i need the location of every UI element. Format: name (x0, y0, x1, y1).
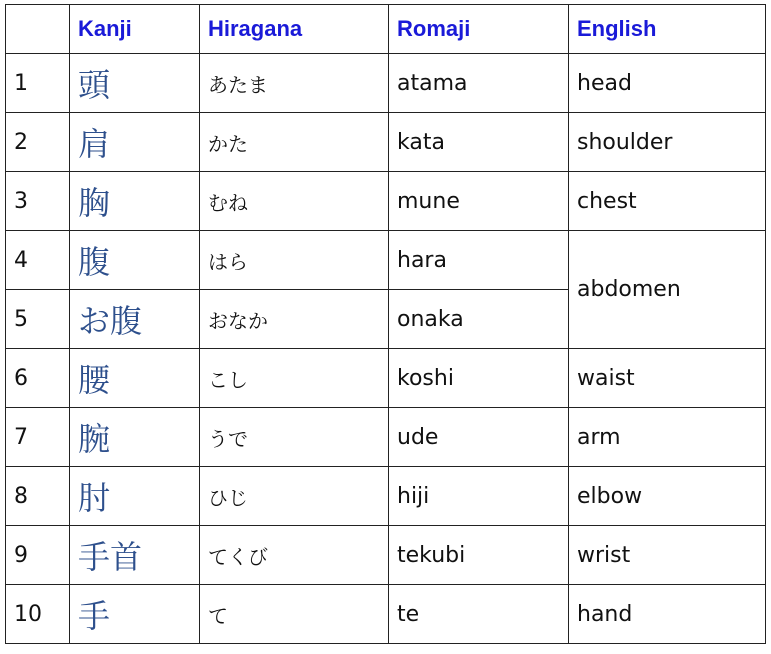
table-row (6, 54, 766, 113)
english-cell: arm (569, 408, 766, 467)
kanji-cell: 腰 (70, 349, 200, 408)
hiragana-cell: あたま (200, 54, 389, 113)
row-number: 10 (6, 585, 70, 644)
row-number: 9 (6, 526, 70, 585)
table-row (6, 349, 766, 408)
hiragana-cell: こし (200, 349, 389, 408)
romaji-cell: hiji (389, 467, 569, 526)
kanji-cell: 肩 (70, 113, 200, 172)
row-number: 6 (6, 349, 70, 408)
english-cell: wrist (569, 526, 766, 585)
kanji-cell: 腹 (70, 231, 200, 290)
hiragana-cell: てくび (200, 526, 389, 585)
kanji-cell: 手首 (70, 526, 200, 585)
hiragana-cell: うで (200, 408, 389, 467)
table-row (6, 172, 766, 231)
romaji-cell: koshi (389, 349, 569, 408)
header-english: English (569, 5, 766, 54)
header-kanji: Kanji (70, 5, 200, 54)
english-cell: shoulder (569, 113, 766, 172)
hiragana-cell: て (200, 585, 389, 644)
romaji-cell: atama (389, 54, 569, 113)
row-number: 4 (6, 231, 70, 290)
header-romaji: Romaji (389, 5, 569, 54)
english-cell: hand (569, 585, 766, 644)
romaji-cell: hara (389, 231, 569, 290)
english-cell: chest (569, 172, 766, 231)
table-row (6, 113, 766, 172)
english-cell: waist (569, 349, 766, 408)
hiragana-cell: はら (200, 231, 389, 290)
romaji-cell: te (389, 585, 569, 644)
kanji-cell: 頭 (70, 54, 200, 113)
hiragana-cell: おなか (200, 290, 389, 349)
header-row (6, 5, 766, 54)
hiragana-cell: むね (200, 172, 389, 231)
romaji-cell: ude (389, 408, 569, 467)
vocabulary-table (5, 4, 766, 644)
romaji-cell: onaka (389, 290, 569, 349)
kanji-cell: 手 (70, 585, 200, 644)
english-cell: elbow (569, 467, 766, 526)
row-number: 5 (6, 290, 70, 349)
header-hiragana: Hiragana (200, 5, 389, 54)
hiragana-cell: ひじ (200, 467, 389, 526)
row-number: 3 (6, 172, 70, 231)
kanji-cell: 胸 (70, 172, 200, 231)
row-number: 2 (6, 113, 70, 172)
romaji-cell: kata (389, 113, 569, 172)
english-cell-merged: abdomen (569, 231, 766, 349)
table-row (6, 231, 766, 290)
table-row (6, 526, 766, 585)
romaji-cell: tekubi (389, 526, 569, 585)
row-number: 1 (6, 54, 70, 113)
hiragana-cell: かた (200, 113, 389, 172)
table-row (6, 467, 766, 526)
row-number: 8 (6, 467, 70, 526)
english-cell: head (569, 54, 766, 113)
table-row (6, 408, 766, 467)
table-row (6, 585, 766, 644)
romaji-cell: mune (389, 172, 569, 231)
row-number: 7 (6, 408, 70, 467)
kanji-cell: お腹 (70, 290, 200, 349)
kanji-cell: 肘 (70, 467, 200, 526)
kanji-cell: 腕 (70, 408, 200, 467)
header-number (6, 5, 70, 54)
